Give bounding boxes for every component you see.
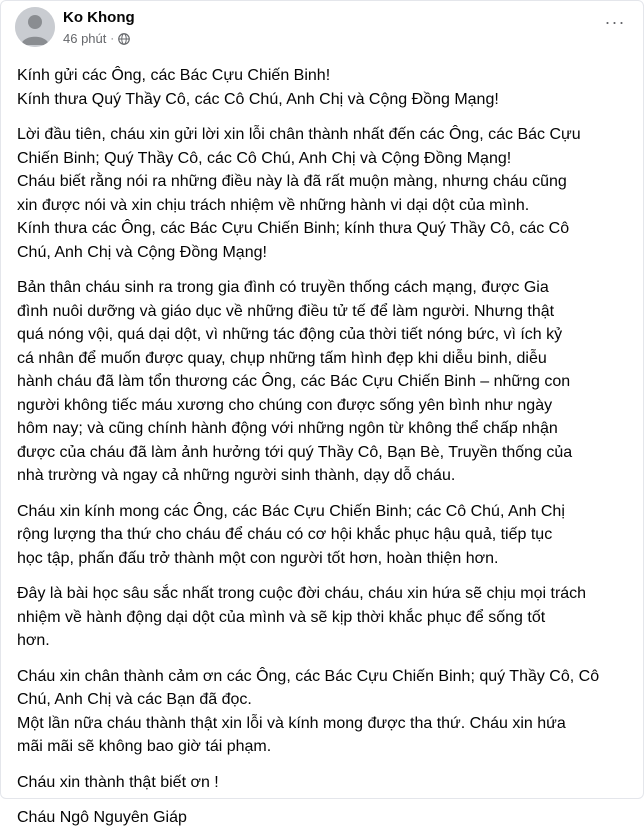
post-paragraph	[17, 500, 631, 571]
default-avatar-icon	[15, 7, 55, 47]
post-text-line: xin được nói và xin chịu trách nhiệm về những hành vi dại dột của mình.	[17, 196, 530, 214]
post-paragraph	[17, 771, 631, 795]
post-paragraph	[17, 123, 631, 264]
post-text-line: Một lần nữa cháu thành thật xin lỗi và kính mong được tha thứ. Cháu xin hứa	[17, 714, 566, 732]
post-text-line: nhà trường và ngay cả những người sinh thành, dạy dỗ cháu.	[17, 467, 456, 484]
avatar[interactable]	[15, 7, 55, 47]
post-text-line: học tập, phấn đấu trở thành một con người tốt hơn, hoàn thiện hơn.	[17, 549, 499, 567]
post-text-line: đình nuôi dưỡng và giáo dục về những điều tử tế để làm người. Nhưng thật	[17, 302, 555, 320]
post-paragraph	[17, 582, 631, 653]
author-name[interactable]: Ko Khong	[63, 9, 135, 26]
post-text-line: cá nhân để muốn được quay, chụp những tấm hình đẹp khi diễu binh, diễu	[17, 349, 547, 367]
more-options-icon[interactable]: ···	[604, 12, 626, 32]
post-text-line: Cháu xin chân thành cảm ơn các Ông, các Bác Cựu Chiến Binh; quý Thầy Cô, Cô	[17, 667, 600, 685]
post-text-line: Đây là bài học sâu sắc nhất trong cuộc đời cháu, cháu xin hứa sẽ chịu mọi trách	[17, 585, 587, 602]
post-paragraph	[17, 665, 631, 759]
post-text-line: được của cháu đã làm ảnh hưởng tới quý Thầy Cô, Bạn Bè, Truyền thống của	[17, 443, 573, 461]
post-body	[17, 64, 631, 830]
post-text-line: Kính gửi các Ông, các Bác Cựu Chiến Binh!	[17, 67, 331, 84]
post-text-line: hôm nay; và cũng chính hành động với những ngôn từ không thể chấp nhận	[17, 420, 558, 437]
post-text-line: người không tiếc máu xương cho chúng con được sống yên bình như ngày	[17, 396, 553, 414]
globe-icon[interactable]	[118, 33, 130, 45]
post-paragraph	[17, 806, 631, 830]
post-text-line: nhiệm về hành động dại dột của mình và sẽ kịp thời khắc phục để sống tốt	[17, 608, 546, 626]
post-text-line: Cháu Ngô Nguyên Giáp	[17, 809, 187, 826]
post-text-line: quá nóng vội, quá dại dột, vì những tác động của thời tiết nóng bức, vì ích kỷ	[17, 326, 563, 343]
post-text-line: Chú, Anh Chị và các Bạn đã đọc.	[17, 691, 252, 708]
post-text-line: hành cháu đã làm tổn thương các Ông, các Bác Cựu Chiến Binh – những con	[17, 373, 571, 390]
post-text-line: Chú, Anh Chị và Cộng Đồng Mạng!	[17, 243, 267, 261]
post-text-line: Chiến Binh; Quý Thầy Cô, các Cô Chú, Anh Chị và Cộng Đồng Mạng!	[17, 149, 512, 167]
post-meta	[63, 31, 130, 46]
post-text-line: Cháu biết rằng nói ra những điều này là đã rất muộn màng, nhưng cháu cũng	[17, 173, 567, 190]
post-text-line: mãi mãi sẽ không bao giờ tái phạm.	[17, 738, 272, 755]
post-text-line: Lời đầu tiên, cháu xin gửi lời xin lỗi chân thành nhất đến các Ông, các Bác Cựu	[17, 126, 581, 143]
post-text-line: rộng lượng tha thứ cho cháu để cháu có cơ hội khắc phục hậu quả, tiếp tục	[17, 526, 553, 543]
post-text-line: Bản thân cháu sinh ra trong gia đình có truyền thống cách mạng, được Gia	[17, 279, 549, 296]
post-header	[15, 7, 629, 51]
post-text-line: hơn.	[17, 632, 50, 649]
meta-separator: ·	[110, 32, 115, 45]
post-text-line: Cháu xin thành thật biết ơn !	[17, 773, 219, 791]
post-text-line: Kính thưa các Ông, các Bác Cựu Chiến Binh; kính thưa Quý Thầy Cô, các Cô	[17, 220, 570, 237]
post-text-line: Kính thưa Quý Thầy Cô, các Cô Chú, Anh Chị và Cộng Đồng Mạng!	[17, 90, 499, 108]
post-paragraph	[17, 64, 631, 111]
post-paragraph	[17, 276, 631, 488]
post-text-line: Cháu xin kính mong các Ông, các Bác Cựu Chiến Binh; các Cô Chú, Anh Chị	[17, 502, 565, 520]
post-timestamp[interactable]: 46 phút	[63, 31, 107, 46]
